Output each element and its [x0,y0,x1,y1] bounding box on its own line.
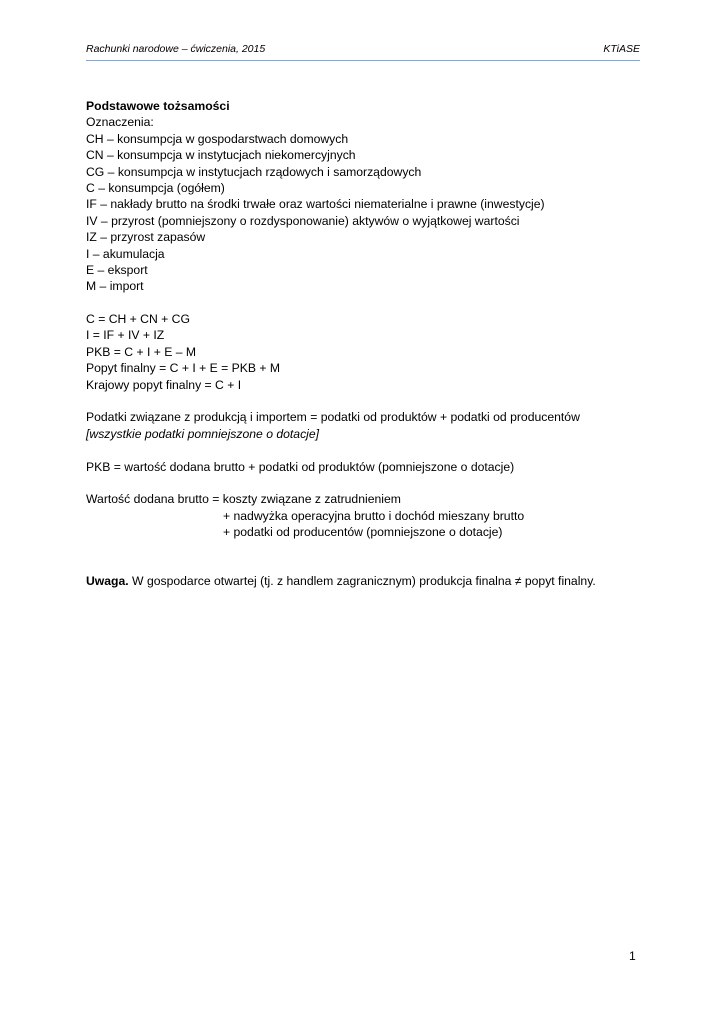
notation-item: CG – konsumpcja w instytucjach rządowych i samorządowych [86,164,422,179]
value-added-definition [86,491,646,540]
spacer [86,295,646,311]
pkb-definition: PKB = wartość dodana brutto + podatki od produktów (pomniejszone o dotacje) [86,459,515,474]
value-added-line: Wartość dodana brutto = koszty związane z zatrudnieniem [86,492,401,507]
notation-item: CH – konsumpcja w gospodarstwach domowych [86,131,349,146]
page-header [86,43,640,61]
page-number: 1 [629,949,636,963]
notation-item: IV – przyrost (pomniejszony o rozdysponowanie) aktywów o wyjątkowej wartości [86,213,520,228]
equation: Krajowy popyt finalny = C + I [86,377,242,392]
taxes-note: [wszystkie podatki pomniejszone o dotacje] [86,426,320,441]
equation: C = CH + CN + CG [86,312,190,327]
notation-heading: Oznaczenia: [86,115,154,130]
header-divider [86,60,640,61]
notation-item: CN – konsumpcja w instytucjach niekomercyjnych [86,148,356,163]
notation-item: I – akumulacja [86,246,165,261]
taxes-definition: Podatki związane z produkcją i importem = podatki od produktów + podatki od producentów [86,410,580,425]
equation: Popyt finalny = C + I + E = PKB + M [86,361,281,376]
spacer [86,475,646,491]
spacer [86,557,646,573]
header-course-title: Rachunki narodowe – ćwiczenia, 2015 [86,43,266,55]
notation-item: IZ – przyrost zapasów [86,230,206,245]
spacer [86,393,646,409]
remark-text: W gospodarce otwartej (tj. z handlem zagranicznym) produkcja finalna ≠ popyt finalny. [128,574,596,589]
notation-item: E – eksport [86,262,148,277]
equation: PKB = C + I + E – M [86,344,197,359]
spacer [86,541,646,557]
document-body [86,98,646,590]
notation-item: M – import [86,279,144,294]
remark [86,573,646,589]
header-department: KTiASE [603,43,640,55]
notation-list [86,131,646,295]
section-title: Podstawowe tożsamości [86,99,230,113]
value-added-line: + nadwyżka operacyjna brutto i dochód mieszany brutto [223,508,525,523]
equation: I = IF + IV + IZ [86,328,165,343]
value-added-line: + podatki od producentów (pomniejszone o dotacje) [223,525,503,540]
spacer [86,442,646,458]
notation-item: IF – nakłady brutto na środki trwałe oraz wartości niematerialne i prawne (inwestycje) [86,197,545,212]
remark-label: Uwaga. [86,574,129,589]
equation-list [86,311,646,393]
notation-item: C – konsumpcja (ogółem) [86,180,225,195]
